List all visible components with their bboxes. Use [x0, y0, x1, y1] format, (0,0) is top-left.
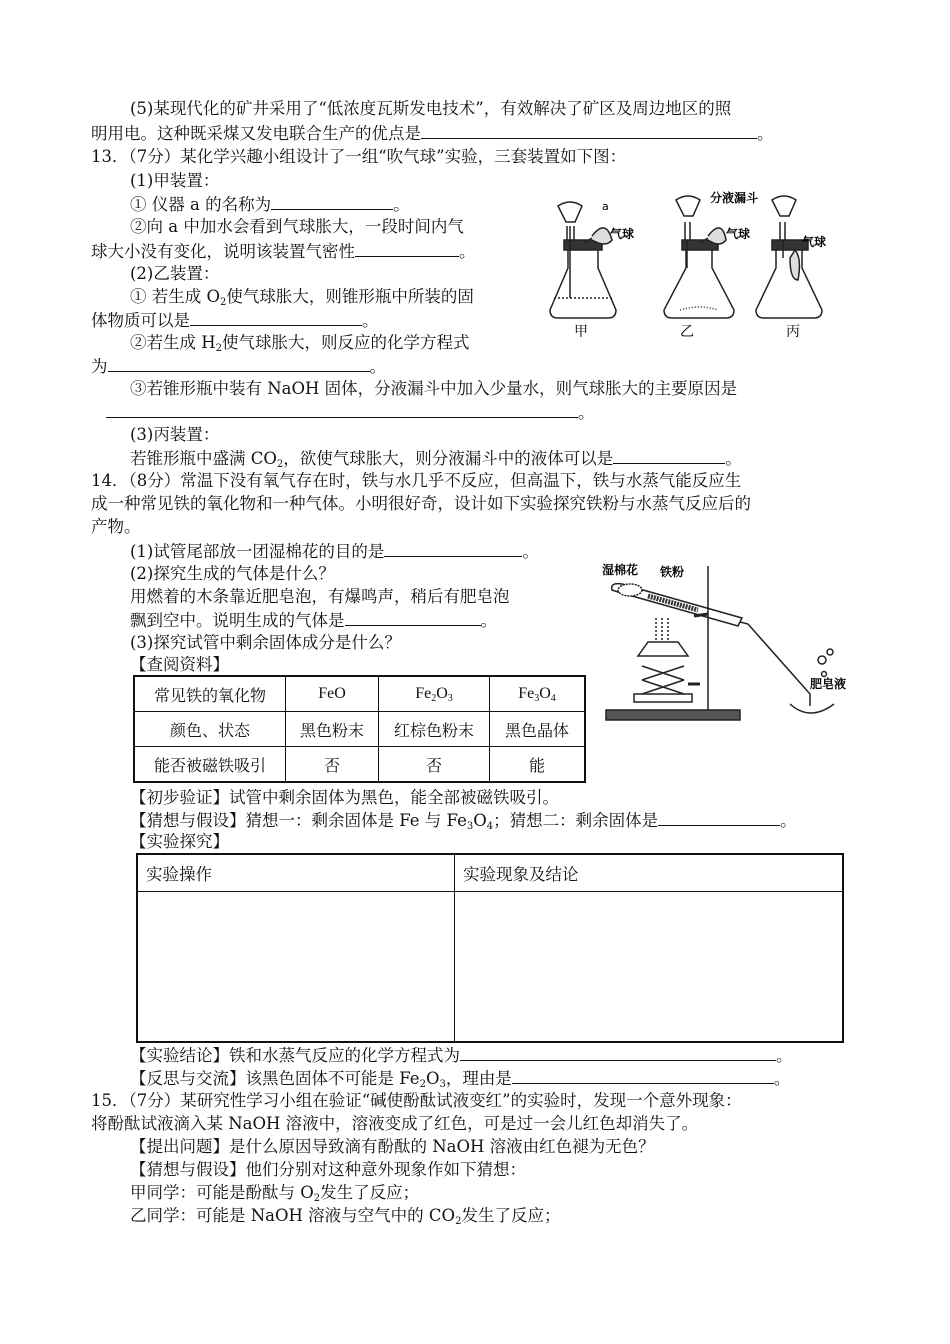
- iron-steam-apparatus-figure: [598, 556, 848, 726]
- table-header-cell: 实验操作: [137, 854, 455, 892]
- table-header-cell: 常见铁的氧化物: [134, 676, 286, 712]
- q14-part3: (3)探究试管中剩余固体成分是什么？: [130, 633, 401, 652]
- label-balloon-jia: 气球: [610, 227, 635, 241]
- table-cell: 否: [286, 747, 379, 783]
- q13-yi-item3-blank-line: 。: [106, 401, 595, 424]
- q14-heading-line1: 14．（8分）常温下没有氧气存在时，铁与水几乎不反应，但高温下，铁与水蒸气能反应生: [91, 471, 742, 490]
- answer-blank[interactable]: [271, 193, 393, 210]
- table-cell: 颜色、状态: [134, 712, 286, 747]
- q15-student-yi: 乙同学：可能是 NaOH 溶液与空气中的 $CO_2$发生了反应；: [130, 1206, 561, 1227]
- answer-blank[interactable]: [190, 309, 362, 326]
- q14-reference-label: 【查阅资料】: [130, 655, 229, 674]
- experiment-table: [136, 853, 844, 1043]
- q14-part1: (1)试管尾部放一团湿棉花的目的是 。: [130, 542, 539, 561]
- q13-yi-item2b: 为 。: [91, 357, 386, 376]
- label-balloon-yi: 气球: [726, 227, 751, 241]
- q13-yi-title: (2)乙装置：: [130, 264, 220, 283]
- label-wet-cotton: 湿棉花: [602, 563, 639, 577]
- balloon-apparatus-figure: [540, 188, 827, 340]
- answer-blank[interactable]: [345, 609, 481, 626]
- caption-jia: 甲: [574, 324, 588, 340]
- q13-bing-title: (3)丙装置：: [130, 425, 220, 444]
- q13-jia-item2a: ②向 a 中加水会看到气球胀大，一段时间内气: [130, 217, 464, 236]
- table-header-cell: FeO: [286, 676, 379, 712]
- answer-blank[interactable]: [613, 447, 725, 464]
- operation-answer-cell[interactable]: [137, 892, 455, 1043]
- label-soap-solution: 肥皂液: [810, 677, 847, 691]
- q14-exploration-label: 【实验探究】: [130, 832, 229, 851]
- q14-part2-line-b: 飘到空中。说明生成的气体是 。: [130, 611, 497, 630]
- caption-yi: 乙: [680, 324, 694, 340]
- q13-heading: 13．（7分）某化学兴趣小组设计了一组“吹气球”实验，三套装置如下图：: [91, 147, 627, 166]
- answer-blank[interactable]: [384, 540, 522, 557]
- label-balloon-bing: 气球: [802, 235, 827, 249]
- q15-question: 【提出问题】是什么原因导致滴有酚酞的 NaOH 溶液由红色褪为无色？: [130, 1137, 655, 1156]
- label-iron-powder: 铁粉: [660, 565, 685, 579]
- q14-part2: (2)探究生成的气体是什么？: [130, 564, 335, 583]
- q15-heading-line2: 将酚酞试液滴入某 NaOH 溶液中，溶液变成了红色，可是过一会儿红色却消失了。: [91, 1114, 699, 1133]
- table-row: [134, 712, 585, 747]
- q14-heading-line3: 产物。: [91, 517, 141, 536]
- table-cell: 红棕色粉末: [379, 712, 490, 747]
- table-cell: 否: [379, 747, 490, 783]
- answer-blank[interactable]: [108, 355, 370, 372]
- table-row: [134, 747, 585, 783]
- q15-student-jia: 甲同学：可能是酚酞与 $O_2$发生了反应；: [130, 1183, 420, 1204]
- table-header-cell: $Fe_3O_4$: [490, 676, 586, 712]
- q12-item5-line2: 明用电。这种既采煤又发电联合生产的优点是 。: [91, 124, 774, 143]
- phenomenon-answer-cell[interactable]: [455, 892, 844, 1043]
- q13-yi-item3: ③若锥形瓶中装有 NaOH 固体，分液漏斗中加入少量水，则气球胀大的主要原因是: [130, 379, 738, 398]
- q14-preliminary-verification: 【初步验证】试管中剩余固体为黑色，能全部被磁铁吸引。: [130, 788, 559, 807]
- caption-bing: 丙: [786, 324, 800, 340]
- q12-item5-line1: (5)某现代化的矿井采用了“低浓度瓦斯发电技术”，有效解决了矿区及周边地区的照: [130, 99, 732, 118]
- q15-heading-line1: 15．（7分）某研究性学习小组在验证“碱使酚酞试液变红”的实验时，发现一个意外现象：: [91, 1091, 742, 1110]
- q14-conclusion: 【实验结论】铁和水蒸气反应的化学方程式为 。: [130, 1046, 793, 1065]
- q13-jia-title: (1)甲装置：: [130, 171, 220, 190]
- table-header-cell: $Fe_2O_3$: [379, 676, 490, 712]
- q13-jia-item2b: 球大小没有变化，说明该装置气密性 。: [91, 242, 476, 261]
- q13-yi-item1a: ① 若生成 $O_2$使气球胀大，则锥形瓶中所装的固: [130, 287, 474, 308]
- answer-blank[interactable]: [355, 240, 459, 257]
- table-cell: 能: [490, 747, 586, 783]
- table-row: [134, 676, 585, 712]
- label-separatory-funnel: 分液漏斗: [710, 191, 759, 205]
- table-cell: 黑色晶体: [490, 712, 586, 747]
- table-header-cell: 实验现象及结论: [455, 854, 844, 892]
- q14-hypothesis: 【猜想与假设】猜想一：剩余固体是 Fe 与 $Fe_3O_4$；猜想二：剩余固体是 。: [130, 811, 797, 832]
- q13-jia-item1: ① 仪器 a 的名称为 。: [130, 195, 410, 214]
- q14-heading-line2: 成一种常见铁的氧化物和一种气体。小明很好奇，设计如下实验探究铁粉与水蒸气反应后的: [91, 494, 751, 513]
- iron-oxide-table: [133, 675, 586, 783]
- table-row: [137, 892, 843, 1043]
- q13-yi-item2a: ②若生成 $H_2$使气球胀大，则反应的化学方程式: [130, 333, 470, 354]
- table-cell: 能否被磁铁吸引: [134, 747, 286, 783]
- q13-bing-item1: 若锥形瓶中盛满 $CO_2$，欲使气球胀大，则分液漏斗中的液体可以是 。: [130, 449, 742, 470]
- q15-hypothesis: 【猜想与假设】他们分别对这种意外现象作如下猜想：: [130, 1160, 526, 1179]
- table-row: [137, 854, 843, 892]
- label-instrument-a: a: [602, 200, 609, 213]
- answer-blank[interactable]: [658, 809, 780, 826]
- table-cell: 黑色粉末: [286, 712, 379, 747]
- answer-blank[interactable]: [512, 1067, 774, 1084]
- answer-blank[interactable]: [106, 401, 578, 418]
- q14-reflection: 【反思与交流】该黑色固体不可能是 $Fe_2O_3$，理由是 。: [130, 1069, 791, 1090]
- answer-blank[interactable]: [460, 1044, 776, 1061]
- q14-part2-line-a: 用燃着的木条靠近肥皂泡，有爆鸣声，稍后有肥皂泡: [130, 587, 510, 606]
- answer-blank[interactable]: [421, 122, 757, 139]
- q13-yi-item1b: 体物质可以是 。: [91, 311, 379, 330]
